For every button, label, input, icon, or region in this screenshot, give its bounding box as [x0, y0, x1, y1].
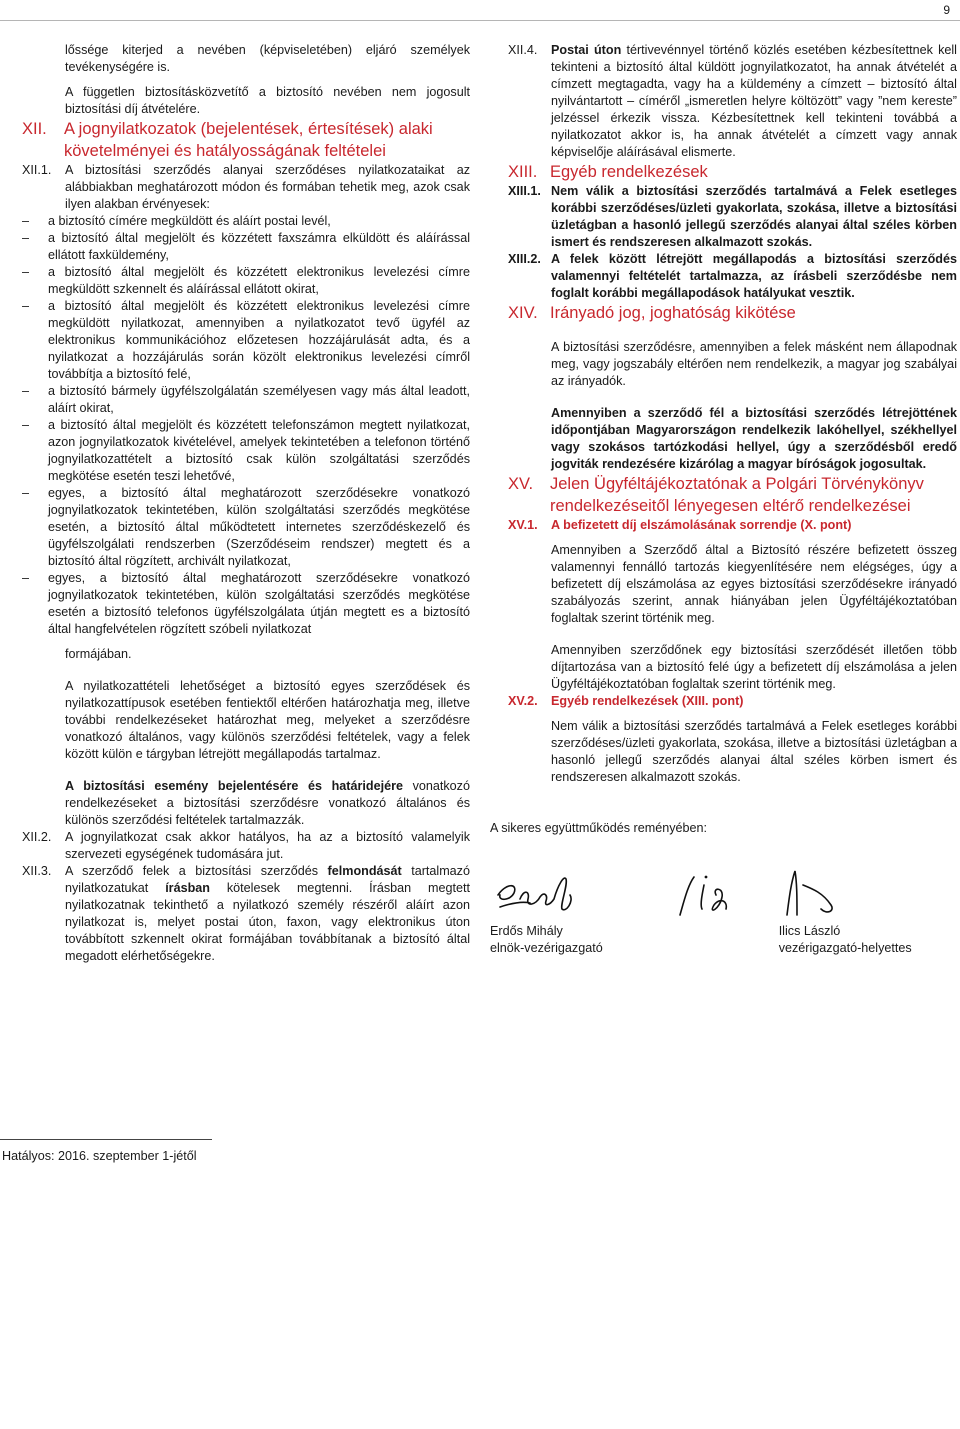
- list-item: – a biztosító bármely ügyfélszolgálatán személyesen vagy más által leadott, aláírt okirat,: [22, 384, 470, 415]
- clause-number: XV.1.: [508, 518, 538, 532]
- clause-number: XIII.2.: [508, 252, 541, 266]
- clause-title: Egyéb rendelkezések (XIII. pont): [551, 694, 744, 708]
- list-item: – a biztosító által megjelölt és közzétett faxszámra elküldött és aláírással ellátott faxküldemény,: [22, 231, 470, 262]
- section-number: XIV.: [508, 304, 538, 322]
- clause-xiii-1: [508, 183, 957, 251]
- clause-xii-1: [22, 162, 470, 213]
- clause-number: XV.2.: [508, 694, 538, 708]
- clause-text: A szerződő felek a biztosítási szerződés felmondását tartalmazó nyilatkozatukat írásban kötelesek megtenni. Írásban megtett nyilatkozatnak tekinthető a nyilatkozó személy részéről aláírt azon nyilatkozat is, melyet postai úton, faxon, vagy elektronikus úton továbbított szkennelt okirat formájában továbbítanak a biztosító által megadott elérhetőségekre.: [65, 864, 470, 963]
- signer-2: [779, 865, 957, 957]
- list-item: – egyes, a biztosító által meghatározott szerződésekre vonatkozó jognyilatkozatok tekintetében, külön szolgáltatási szerződés megkötése esetén, a biztosító által működtetett internetes szerződéskezelő és ügyfélszolgálati rendszerben (Szerződéseim rendszer) megtett és a biztosító által rögzített, archivált nyilatkozat,: [22, 486, 470, 568]
- list-outro: formájában.: [65, 647, 132, 661]
- clause-xv-2-heading: [508, 693, 957, 710]
- clause-title: A befizetett díj elszámolásának sorrendje (X. pont): [551, 518, 852, 532]
- top-divider: [0, 20, 960, 21]
- section-title: Irányadó jog, joghatóság kikötése: [550, 304, 796, 322]
- clause-xii-1-paragraph-2: A nyilatkozattételi lehetőséget a biztosító egyes szerződések és nyilatkozattípusok esetében fentiektől eltérően határozhatja meg, illetve további rendelkezéseket határozhat meg, melyeket a szerződésre vonatkozó általános, vagy különös szerződési feltételek, vagy a felek között külön e tárgyban létrejött megállapodás tartalmaz.: [65, 679, 470, 761]
- section-xiv-paragraph-1: A biztosítási szerződésre, amennyiben a felek másként nem állapodnak meg, vagy jogszabály eltérően nem rendelkezik, a magyar jog szabályai az irányadók.: [551, 340, 957, 388]
- section-xiii-heading: [508, 161, 957, 183]
- section-number: XIII.: [508, 163, 538, 181]
- list-item: – egyes, a biztosító által meghatározott szerződésekre vonatkozó jognyilatkozatok tekintetében, külön szolgáltatási szerződés megkötése esetén a biztosító telefonos ügyfélszolgálata útján megtett es a biztosító által hangfelvételen rögzített szóbeli nyilatkozat: [22, 571, 470, 636]
- closing-line: A sikeres együttműködés reményében:: [490, 821, 708, 835]
- section-title: Jelen Ügyféltájékoztatónak a Polgári Törvénykönyv rendelkezéseitől lényegesen eltérő rendelkezései: [550, 475, 924, 515]
- section-xiv-heading: [508, 302, 957, 324]
- intro-paragraph-2: A független biztosításközvetítő a biztosító nevében nem jogosult biztosítási díj átvételére.: [65, 85, 470, 116]
- signature-block: [490, 865, 957, 957]
- section-title: Egyéb rendelkezések: [550, 163, 708, 181]
- clause-xv-1-paragraph-2: Amennyiben szerződőnek egy biztosítási szerződését illetően több díjtartozása van a biztosító felé úgy a befizetett díj elszámolása a jelen Ügyféltájékoztatóban foglaltak szerint történik meg.: [551, 643, 957, 691]
- signer-1: [490, 865, 668, 957]
- signature-2-spacer: [668, 865, 778, 957]
- clause-xii-2: [22, 829, 470, 863]
- left-column: [22, 42, 470, 965]
- clause-xii-1-paragraph-3: A biztosítási esemény bejelentésére és határidejére vonatkozó rendelkezéseket a biztosítási szerződésre vonatkozó általános és különös szerződési feltételek tartalmazzák.: [65, 779, 470, 827]
- effective-date-footer: Hatályos: 2016. szeptember 1-jétől: [2, 1149, 197, 1163]
- page-number: 9: [943, 3, 950, 17]
- footer-divider: [0, 1139, 212, 1140]
- signer-name: Ilics László: [778, 924, 841, 938]
- signature-2-image: [668, 865, 778, 923]
- clause-text: A felek között létrejött megállapodás a biztosítási szerződés valamennyi feltételét tartalmazza, az írásbeli szerződésbe nem foglalt korábbi megállapodások hatályukat vesztik.: [551, 252, 957, 300]
- signature-3-image: [779, 865, 889, 923]
- clause-xv-1-paragraph-1: Amennyiben a Szerződő által a Biztosító részére befizetett összeg valamennyi fennálló tartozás kiegyenlítésére nem elégséges, úgy a befizetett díj elszámolása az egyes biztosítási szerződésekre irányadó szabályozás szerint, annak hiányában jelen Ügyféltájékoztatóban foglaltak szerint történik meg.: [551, 543, 957, 625]
- signature-1-image: [490, 865, 610, 923]
- section-xii-heading: [22, 118, 470, 162]
- list-item: – a biztosító által megjelölt és közzétett telefonszámon megtett nyilatkozat, azon jognyilatkozatok kivételével, amelyek tekintetében a telefonon történő jognyilatkozattételt a biztosító csak külön szolgáltatási szerződés megkötése esetén teszi lehetővé,: [22, 418, 470, 483]
- clause-text: A jognyilatkozat csak akkor hatályos, ha az a biztosító valamelyik szervezeti egységének tudomására jut.: [65, 830, 470, 861]
- clause-xiii-2: [508, 251, 957, 302]
- right-column: [490, 42, 957, 957]
- section-number: XV.: [508, 475, 534, 493]
- list-item: – a biztosító által megjelölt és közzétett elektronikus levelezési címre megküldött szkennelt és aláírással ellátott okirat,: [22, 265, 470, 296]
- clause-text: A biztosítási szerződés alanyai szerződéses nyilatkozataikat az alábbiakban meghatározott módon és formában tehetik meg, azok csak ilyen alakban érvényesek:: [65, 163, 470, 211]
- declaration-methods-list: [22, 213, 470, 638]
- section-xv-heading: [508, 473, 957, 517]
- section-number: XII.: [22, 120, 47, 138]
- clause-number: XII.3.: [22, 864, 52, 878]
- clause-xv-1-heading: [508, 517, 957, 534]
- clause-number: XII.4.: [508, 43, 538, 57]
- intro-paragraph-1: lőssége kiterjed a nevében (képviseletében) eljáró személyek tevékenységére is.: [65, 43, 470, 74]
- clause-number: XIII.1.: [508, 184, 541, 198]
- signer-title: vezérigazgató-helyettes: [778, 941, 912, 955]
- clause-xv-2-paragraph-1: Nem válik a biztosítási szerződés tartalmává a Felek esetleges korábbi szerződéses/üzleti gyakorlata, szokása, illetve a biztosítási üzletágban a hasonló jellegű szerződés alanyai által széles körben ismert és rendszeresen alkalmazott szokás.: [551, 719, 957, 784]
- clause-number: XII.2.: [22, 830, 52, 844]
- section-title: A jognyilatkozatok (bejelentések, értesítések) alaki követelményei és hatályosságának feltételei: [64, 120, 433, 160]
- signer-title: elnök-vezérigazgató: [490, 941, 603, 955]
- clause-text: Nem válik a biztosítási szerződés tartalmává a Felek esetleges korábbi szerződéses/üzleti gyakorlata, szokása, illetve a biztosítási üzletágban a hasonló jellegű szerződés alanyai által széles körben ismert és rendszeresen alkalmazott szokás.: [551, 184, 957, 249]
- list-item: – a biztosító által megjelölt és közzétett elektronikus levelezési címre megküldött nyilatkozat, amennyiben a nyilatkozatot tevő ügyfél az elektronikus kommunikációhoz előzetesen hozzájárulását adta, és a nyilatkozat a hozzájárulás során közölt elektronikus levelezési címről továbbítja a biztosító felé,: [22, 299, 470, 381]
- clause-xii-3: [22, 863, 470, 965]
- signer-name: Erdős Mihály: [490, 924, 563, 938]
- list-item: – a biztosító címére megküldött és aláírt postai levél,: [22, 214, 331, 228]
- clause-xii-4: [508, 42, 957, 161]
- clause-number: XII.1.: [22, 163, 52, 177]
- section-xiv-paragraph-2: Amennyiben a szerződő fél a biztosítási szerződés létrejöttének időpontjában Magyarországon rendelkezik lakóhellyel, székhellyel vagy szokásos tartózkodási hellyel, úgy a szerződésből eredő jogviták rendezésére kizárólag a magyar bíróságok jogosultak.: [551, 406, 957, 471]
- clause-text: Postai úton tértivevénnyel történő közlés esetében kézbesítettnek kell tekinteni a biztosító által küldött jognyilatkozatot, ha annak átvételét a címzett megtagadta, vagy ha a küldemény a címzett – biztosító által nyilvántartott – címéről „ismeretlen helyre költözött” vagy ”nem kereste” jelzéssel érkezik vissza. Kézbesítettnek kell tekinteni továbbá a nyilatkozatot akkor is, ha annak átvételét a címzett vagy annak képviselője aláírásával elismerte.: [551, 43, 957, 159]
